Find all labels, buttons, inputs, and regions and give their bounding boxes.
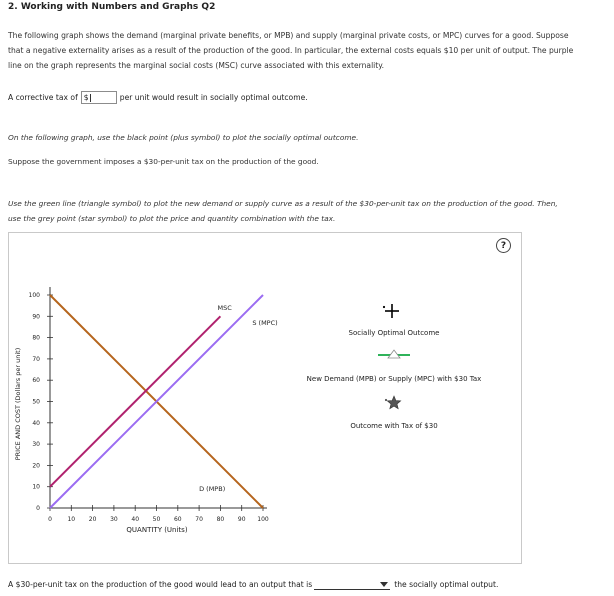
tax-outcome-star-tool[interactable]: [385, 396, 401, 409]
socially-optimal-plus-tool[interactable]: [383, 304, 399, 318]
x-tick-label: 0: [48, 516, 52, 523]
msc-curve-label: MSC: [217, 303, 232, 312]
bottom-suffix: the socially optimal output.: [394, 580, 499, 589]
comparison-dropdown[interactable]: [314, 579, 390, 590]
x-tick-label: 50: [152, 516, 161, 523]
demand-curve-label: D (MPB): [199, 484, 226, 493]
x-tick-label: 10: [67, 516, 76, 523]
y-tick-label: 70: [32, 355, 40, 363]
x-tick-label: 90: [237, 516, 246, 523]
y-tick-label: 50: [32, 398, 40, 406]
y-tick-label: 60: [32, 377, 40, 385]
intro-line-3: line on the graph represents the marginal social costs (MSC) curve associated with this externality.: [8, 61, 385, 70]
legend-socially-optimal-label: Socially Optimal Outcome: [348, 329, 440, 337]
star-icon-dot: [385, 399, 387, 401]
new-curve-triangle-tool[interactable]: [378, 350, 410, 358]
x-axis-label: QUANTITY (Units): [126, 526, 188, 534]
corrective-tax-prefix: A corrective tax of: [8, 93, 78, 102]
legend-tax-outcome-label: Outcome with Tax of $30: [350, 422, 438, 430]
instruction-plot-tax-line-2: use the grey point (star symbol) to plot the price and quantity combination with the tax.: [8, 214, 336, 223]
x-tick-label: 60: [173, 516, 182, 523]
y-tick-label: 90: [32, 313, 40, 321]
x-tick-label: 20: [88, 516, 97, 523]
x-tick-label: 100: [257, 516, 269, 523]
y-tick-label: 10: [32, 483, 40, 491]
supply-curve-label: S (MPC): [252, 318, 278, 327]
corrective-tax-input-value: $: [83, 93, 89, 102]
bottom-prefix: A $30-per-unit tax on the production of the good would lead to an output that is: [8, 580, 313, 589]
instruction-plot-tax-line-1: Use the green line (triangle symbol) to plot the new demand or supply curve as a result of the $30-per-unit tax on the production of the good. Then,: [8, 199, 558, 208]
bottom-question-row: [8, 579, 498, 590]
plus-icon-dot: [383, 306, 385, 308]
help-button[interactable]: ?: [496, 238, 511, 253]
y-tick-label: 0: [36, 505, 40, 512]
y-tick-label: 100: [28, 292, 40, 299]
y-tick-label: 30: [32, 441, 40, 449]
tax-statement: Suppose the government imposes a $30-per-unit tax on the production of the good.: [8, 157, 319, 166]
x-tick-label: 80: [216, 516, 225, 523]
x-tick-label: 40: [131, 516, 140, 523]
star-icon: [387, 396, 400, 409]
x-tick-label: 30: [110, 516, 118, 523]
y-axis-label: PRICE AND COST (Dollars per unit): [14, 347, 22, 461]
intro-line-2: that a negative externality arises as a result of the production of the good. In particular, the external costs equals $10 per unit of output. The purple: [8, 46, 574, 55]
y-tick-label: 20: [32, 462, 40, 470]
question-title: 2. Working with Numbers and Graphs Q2: [8, 2, 216, 12]
intro-line-1: The following graph shows the demand (marginal private benefits, or MPB) and supply (marginal private costs, or MPC) curves for a good. Suppose: [8, 31, 569, 40]
instruction-plot-optimal: On the following graph, use the black point (plus symbol) to plot the socially optimal outcome.: [8, 133, 359, 142]
msc-curve[interactable]: [50, 316, 220, 486]
corrective-tax-suffix: per unit would result in socially optimal outcome.: [119, 93, 308, 102]
legend-new-curve-label: New Demand (MPB) or Supply (MPC) with $30 Tax: [306, 375, 482, 383]
chevron-down-icon: [380, 582, 388, 587]
y-tick-label: 80: [32, 334, 40, 342]
x-tick-label: 70: [195, 516, 203, 523]
y-tick-label: 40: [32, 419, 40, 427]
